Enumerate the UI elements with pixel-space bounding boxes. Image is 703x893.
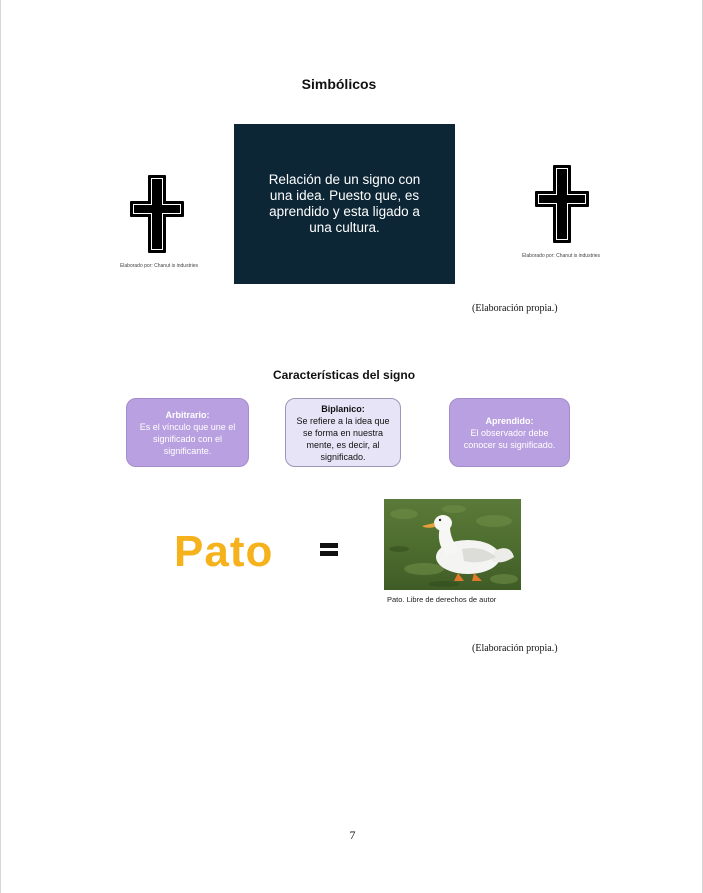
- card-arbitrario: [126, 398, 249, 467]
- pato-word: Pato: [174, 527, 274, 576]
- section-title-simbolicos: Simbólicos: [301, 76, 377, 92]
- left-cross-credit: Elaborado por: Chanut is industries: [119, 263, 199, 269]
- photo-credit: Pato. Libre de derechos de autor: [387, 595, 497, 604]
- card-text: El observador debe conocer su significado.: [463, 427, 556, 450]
- card-text: Se refiere a la idea que se forma en nuestra mente, es decir, al significado.: [296, 415, 390, 462]
- equals-sign-icon: [320, 543, 338, 557]
- section-title-caracteristicas: Características del signo: [272, 368, 416, 382]
- caption-section2: (Elaboración propia.): [472, 643, 558, 654]
- right-cross-credit: Elaborado por: Chanut is industries: [521, 253, 601, 259]
- cross-icon-left: [129, 174, 185, 254]
- card-aprendido: [449, 398, 570, 467]
- cross-icon-right: [534, 164, 590, 244]
- card-title: Arbitrario:: [165, 409, 210, 420]
- card-title: Aprendido:: [485, 415, 534, 426]
- duck-photo: [384, 499, 521, 590]
- caption-section1: (Elaboración propia.): [472, 303, 558, 314]
- card-biplanico: [285, 398, 401, 467]
- definition-box: [234, 124, 455, 284]
- page-number: 7: [349, 828, 356, 842]
- card-title: Biplanico:: [321, 403, 365, 414]
- card-text: Es el vínculo que une el significado con el significante.: [139, 421, 236, 456]
- definition-text: Relación de un signo con una idea. Puesto que, es aprendido y esta ligado a una cultura.: [268, 172, 421, 235]
